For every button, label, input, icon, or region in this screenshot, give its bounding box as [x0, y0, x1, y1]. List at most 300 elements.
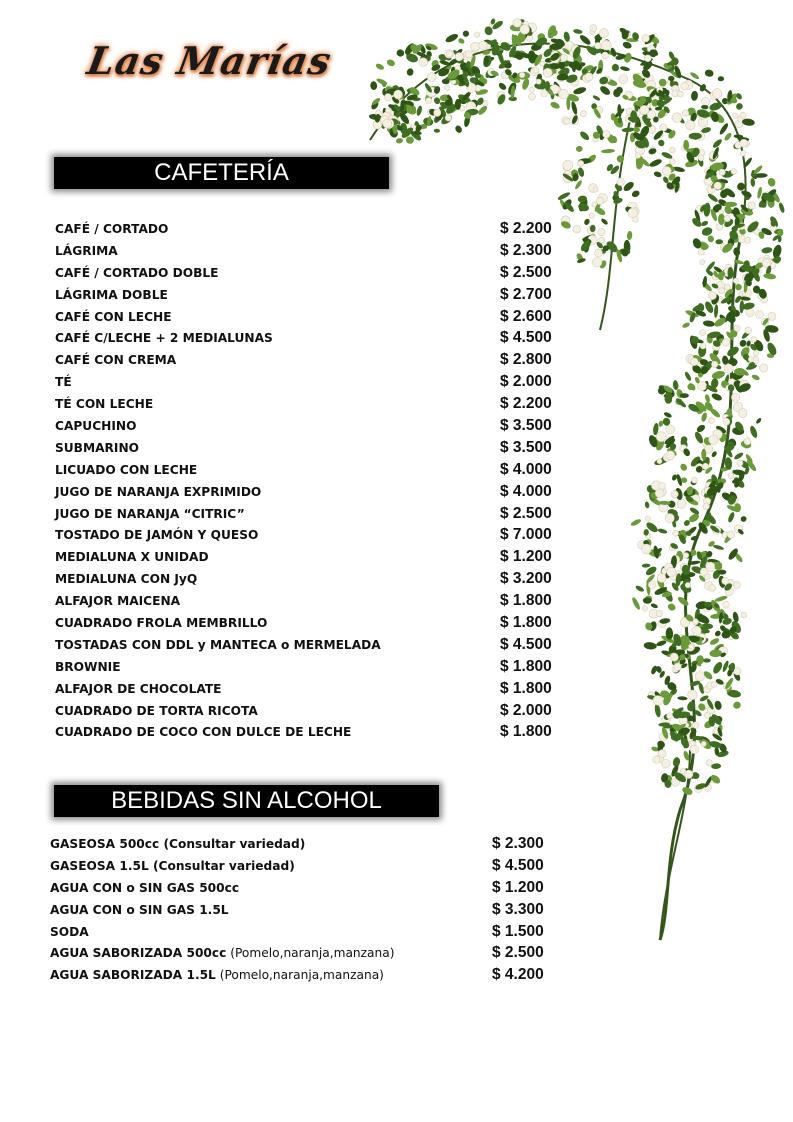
vine-rose [690, 745, 698, 753]
menu-item-label: AGUA SABORIZADA 500cc [50, 946, 227, 961]
vine-rose [682, 110, 688, 116]
vine-rose [657, 459, 662, 464]
vine-rose [692, 626, 701, 635]
vine-leaf [750, 178, 755, 187]
vine-leaf [721, 355, 728, 365]
menu-item-name [50, 946, 394, 960]
menu-item [55, 569, 560, 591]
vine-rose [741, 612, 747, 618]
menu-item-name [55, 244, 118, 258]
vine-leaf [657, 528, 668, 535]
vine-rose [529, 87, 534, 92]
vine-rose [589, 213, 594, 218]
vine-leaf [498, 82, 508, 92]
vine-rose [740, 139, 748, 147]
vine-leaf [778, 202, 786, 214]
vine-rose [708, 292, 716, 300]
vine-leaf [454, 124, 463, 134]
menu-item-name [55, 266, 218, 280]
vine-rose [658, 750, 666, 758]
vine-rose [691, 358, 699, 366]
menu-item-price: $ 2.000 [500, 373, 552, 391]
vine-leaf [704, 394, 711, 403]
menu-item-name [50, 925, 89, 939]
menu-item-name [55, 550, 209, 564]
menu-item-label: AGUA SABORIZADA 1.5L [50, 968, 216, 983]
vine-rose [724, 284, 730, 290]
menu-item-price: $ 2.700 [500, 285, 552, 303]
vine-leaf [579, 130, 591, 142]
menu-item [55, 613, 560, 635]
vine-rose [578, 160, 584, 166]
menu-item-name [55, 331, 273, 345]
menu-item-price: $ 2.300 [492, 835, 544, 852]
vine-rose [465, 51, 473, 59]
menu-item [55, 241, 560, 263]
vine-rose [656, 432, 666, 442]
vine-leaf [718, 122, 729, 136]
vine-leaf [682, 322, 691, 329]
vine-rose [628, 208, 638, 218]
menu-item-label: LÁGRIMA DOBLE [55, 287, 168, 302]
vine-rose [580, 111, 586, 117]
vine-leaf [648, 158, 662, 168]
vine-rose [744, 438, 751, 445]
vine-rose [723, 601, 730, 608]
vine-rose [645, 516, 650, 521]
menu-item [55, 504, 560, 526]
menu-item [55, 482, 560, 504]
vine-rose [731, 393, 739, 401]
menu-item-name [55, 441, 139, 455]
vine-rose [444, 85, 449, 90]
vine-leaf [573, 86, 587, 96]
vine-rose [688, 690, 698, 700]
vine-rose [709, 435, 718, 444]
menu-item-name [55, 660, 121, 674]
vine-rose [733, 113, 738, 118]
menu-item-name [50, 881, 239, 895]
vine-leaf [717, 76, 724, 82]
menu-item [55, 547, 560, 569]
vine-rose [670, 159, 676, 165]
vine-rose [426, 98, 432, 104]
vine-rose [617, 178, 625, 186]
vine-rose [519, 72, 524, 77]
vine-rose [753, 351, 758, 356]
vine-rose [673, 530, 679, 536]
menu-item-price: $ 1.800 [500, 679, 552, 697]
vine-rose [559, 89, 569, 99]
vine-rose [727, 531, 734, 538]
menu-item-label: JUGO DE NARANJA “CITRIC” [55, 506, 245, 521]
vine-leaf [600, 218, 609, 226]
menu-item [55, 263, 560, 285]
vine-leaf [434, 128, 440, 132]
vine-rose [599, 29, 608, 38]
menu-item-label: SUBMARINO [55, 440, 140, 455]
vine-rose [670, 653, 678, 661]
menu-item-label: TÉ [55, 375, 72, 390]
vine-rose [738, 409, 747, 418]
vine-rose [685, 582, 690, 587]
menu-item-label: CAFÉ CON CREMA [55, 353, 177, 368]
vine-leaf [761, 247, 773, 254]
vine-rose [677, 91, 683, 97]
menu-item-name [55, 485, 261, 499]
vine-rose [667, 567, 676, 576]
vine-leaf [386, 58, 396, 67]
vine-leaf [714, 630, 722, 638]
vine-leaf [622, 127, 635, 133]
vine-rose [702, 463, 708, 469]
menu-item-label: AGUA CON o SIN GAS 500cc [50, 880, 240, 895]
vine-leaf [370, 81, 378, 90]
menu-item [55, 701, 560, 723]
vine-rose [756, 311, 764, 319]
vine-rose [585, 73, 593, 81]
vine-leaf [707, 192, 719, 203]
menu-item-name [50, 859, 295, 873]
menu-item-name [55, 682, 221, 696]
vine-rose [724, 215, 730, 221]
menu-item [55, 525, 560, 547]
vine-leaf [631, 189, 641, 198]
vine-rose [641, 544, 651, 554]
menu-item-label: ALFAJOR MAICENA [55, 594, 181, 609]
menu-item-note: (Pomelo,naranja,manzana) [215, 968, 384, 983]
vine-rose [733, 581, 740, 588]
vine-rose [728, 473, 734, 479]
vine-leaf [711, 763, 721, 769]
menu-item-price: $ 4.200 [492, 966, 544, 984]
vine-rose [724, 364, 733, 373]
vine-rose [560, 54, 567, 61]
vine-leaf [755, 417, 762, 424]
vine-rose [714, 182, 722, 190]
menu-item [55, 394, 560, 416]
vine-leaf [732, 700, 742, 709]
vine-rose [706, 760, 712, 766]
menu-item-label: TÉ CON LECHE [55, 397, 154, 412]
vine-leaf [648, 147, 657, 155]
vine-rose [427, 73, 436, 82]
vine-rose [737, 460, 743, 466]
vine-rose [700, 568, 708, 576]
vine-leaf [734, 283, 742, 291]
vine-leaf [715, 239, 723, 244]
vine-rose [533, 67, 539, 73]
menu-item-price: $ 2.300 [500, 241, 552, 259]
menu-item-price: $ 1.500 [492, 922, 544, 940]
vine-leaf [663, 411, 672, 419]
vine-leaf [697, 702, 707, 712]
vine-leaf [714, 304, 719, 318]
section-title-cafeteria: CAFETERÍA [154, 159, 289, 186]
vine-rose [698, 155, 704, 161]
menu-item [50, 943, 550, 965]
vine-leaf [577, 202, 590, 213]
vine-leaf [545, 81, 550, 91]
menu-item-price: $ 1.200 [492, 878, 544, 896]
vine-rose [698, 249, 704, 255]
menu-item-price: $ 2.500 [492, 944, 544, 962]
vine-rose [689, 644, 694, 649]
vine-leaf [653, 171, 662, 179]
vine-rose [719, 169, 725, 175]
section-header-bebidas [54, 785, 439, 817]
vine-rose [672, 113, 682, 123]
vine-rose [700, 330, 706, 336]
menu-item [55, 591, 560, 613]
menu-item-price: $ 2.000 [500, 701, 552, 719]
menu-item-name [55, 397, 153, 411]
vine-rose [595, 42, 602, 49]
vine-rose [384, 94, 391, 101]
menu-item-price: $ 2.200 [500, 220, 552, 237]
vine-rose [748, 357, 754, 363]
menu-item [50, 856, 550, 878]
vine-rose [513, 19, 522, 28]
vine-rose [446, 51, 452, 57]
vine-leaf [658, 77, 668, 87]
menu-item-label: GASEOSA 500cc (Consultar variedad) [50, 837, 306, 851]
menu-item-label: CUADRADO FROLA MEMBRILLO [55, 616, 268, 631]
vine-leaf [570, 101, 578, 115]
vine-leaf [631, 596, 642, 610]
vine-leaf [633, 127, 640, 133]
vine-rose [685, 770, 693, 778]
menu-item-label: CAFÉ C/LECHE + 2 MEDIALUNAS [55, 331, 273, 346]
vine-rose [653, 756, 660, 763]
vine-rose [748, 202, 755, 209]
vine-rose [740, 112, 746, 118]
vine-leaf [578, 33, 592, 46]
menu-item [55, 460, 560, 482]
menu-item-label: TOSTADO DE JAMÓN Y QUESO [55, 528, 259, 543]
menu-item [55, 285, 560, 307]
vine-rose [751, 337, 757, 343]
vine-leaf [714, 700, 723, 711]
vine-rose [471, 42, 480, 51]
vine-rose [601, 40, 611, 50]
vine-leaf [667, 602, 677, 612]
vine-leaf [573, 29, 583, 35]
vine-rose [712, 89, 722, 99]
menu-item-name [55, 463, 197, 477]
vine-leaf [727, 511, 736, 523]
vine-rose [640, 105, 649, 114]
menu-item-price: $ 3.200 [500, 570, 552, 588]
menu-item [50, 878, 550, 900]
vine-leaf [549, 101, 560, 111]
menu-item-name [55, 419, 136, 433]
menu-item-label: CUADRADO DE COCO CON DULCE DE LECHE [55, 725, 352, 740]
vine-rose [719, 288, 725, 294]
vine-rose [709, 418, 715, 424]
vine-rose [760, 364, 768, 372]
menu-item [55, 438, 560, 460]
menu-item-price: $ 4.000 [500, 482, 552, 500]
menu-item-label: CAFÉ / CORTADO DOBLE [55, 265, 219, 280]
vine-rose [683, 553, 689, 559]
menu-item-name [55, 704, 258, 718]
vine-rose [573, 225, 581, 233]
vine-rose [667, 713, 673, 719]
menu-item-note: (Pomelo,naranja,manzana) [226, 946, 395, 961]
vine-leaf [677, 595, 690, 607]
vine-rose [434, 109, 441, 116]
vine-leaf [444, 32, 459, 44]
vine-leaf [767, 177, 777, 188]
vine-rose [635, 153, 641, 159]
menu-item-price: $ 1.800 [500, 614, 552, 632]
vine-leaf [650, 603, 658, 610]
menu-item-price: $ 4.500 [500, 635, 552, 653]
menu-item-price: $ 4.500 [492, 856, 544, 874]
vine-leaf [703, 658, 711, 662]
vine-rose [419, 58, 428, 67]
vine-rose [455, 53, 463, 61]
vine-leaf [711, 392, 723, 402]
menu-item-name [55, 375, 72, 389]
vine-leaf [395, 48, 405, 58]
vine-rose [656, 610, 662, 616]
vine-leaf [696, 108, 711, 119]
vine-rose [722, 339, 730, 347]
vine-leaf [654, 703, 662, 717]
vine-leaf [691, 90, 699, 101]
section-title-bebidas: BEBIDAS SIN ALCOHOL [111, 787, 382, 814]
menu-item-label: CAFÉ / CORTADO [55, 222, 169, 236]
menu-item [55, 328, 560, 350]
vine-rose [563, 160, 573, 170]
vine-rose [666, 425, 675, 434]
menu-item-price: $ 2.500 [500, 263, 552, 281]
vine-rose [619, 75, 628, 84]
vine-leaf [749, 425, 759, 439]
menu-item [50, 900, 550, 922]
vine-rose [603, 131, 610, 138]
vine-leaf [751, 374, 761, 382]
vine-rose [745, 327, 752, 334]
menu-item-label: LICUADO CON LECHE [55, 462, 198, 477]
vine-leaf [653, 545, 660, 559]
vine-rose [695, 672, 705, 682]
vine-rose [660, 124, 667, 131]
menu-item-label: SODA [50, 924, 89, 939]
menu-item-name [55, 353, 176, 367]
vine-rose [520, 25, 530, 35]
menu-item-price: $ 3.300 [492, 900, 544, 918]
vine-rose [653, 696, 663, 706]
menu-item-name [50, 903, 229, 917]
menu-item-label: MEDIALUNA CON JyQ [55, 572, 198, 587]
vine-leaf [643, 642, 657, 651]
vine-rose [659, 483, 666, 490]
vine-leaf [599, 84, 612, 96]
vine-leaf [462, 30, 470, 38]
vine-leaf [701, 226, 714, 237]
vine-leaf [732, 611, 740, 623]
vine-rose [474, 32, 479, 37]
vine-rose [590, 25, 597, 32]
vine-rose [712, 361, 718, 367]
menu-item-label: MEDIALUNA X UNIDAD [55, 550, 209, 565]
vine-rose [666, 451, 675, 460]
vine-rose [602, 52, 609, 59]
menu-item-price: $ 2.200 [500, 395, 552, 413]
menu-item-price: $ 3.500 [500, 417, 552, 435]
vine-rose [662, 167, 671, 176]
vine-rose [394, 90, 403, 99]
vine-rose [596, 197, 603, 204]
menu-item-price: $ 2.600 [500, 307, 552, 325]
vine-leaf [601, 149, 615, 154]
vine-leaf [703, 320, 716, 327]
menu-item-label: AGUA CON o SIN GAS 1.5L [50, 902, 229, 917]
vine-rose [703, 503, 709, 509]
menu-item [55, 657, 560, 679]
menu-item [55, 635, 560, 657]
menu-item-name [55, 222, 168, 236]
vine-leaf [592, 94, 601, 101]
vine-rose [598, 228, 605, 235]
vine-rose [734, 668, 741, 675]
brand-logo: Las Marías [84, 38, 336, 83]
vine-leaf [705, 260, 716, 272]
bebidas-menu-list [50, 834, 550, 987]
menu-item-name [55, 725, 351, 739]
menu-item-price: $ 4.500 [500, 329, 552, 347]
cafeteria-menu-list [55, 219, 560, 744]
vine-rose [642, 606, 647, 611]
vine-rose [383, 119, 392, 128]
vine-rose [733, 278, 738, 283]
menu-item-name [55, 616, 267, 630]
vine-rose [734, 325, 740, 331]
vine-leaf [684, 371, 693, 382]
vine-leaf [733, 451, 744, 460]
section-header-cafeteria [54, 157, 389, 189]
menu-item-label: LÁGRIMA [55, 243, 118, 258]
menu-item-label: BROWNIE [55, 659, 121, 674]
vine-leaf [644, 501, 650, 509]
menu-item [55, 416, 560, 438]
vine-rose [744, 237, 750, 243]
vine-leaf [642, 563, 651, 568]
vine-leaf [723, 132, 733, 142]
vine-leaf [763, 273, 776, 280]
vine-rose [704, 712, 710, 718]
vine-rose [674, 663, 681, 670]
vine-rose [662, 759, 671, 768]
menu-item-name [55, 638, 381, 652]
vine-rose [768, 312, 776, 320]
vine-leaf [583, 218, 590, 226]
vine-rose [657, 574, 666, 583]
menu-item [55, 679, 560, 701]
vine-rose [731, 169, 737, 175]
vine-rose [595, 249, 603, 257]
vine-leaf [735, 102, 744, 111]
vine-leaf [375, 62, 385, 71]
menu-item-label: TOSTADAS CON DDL y MANTECA o MERMELADA [55, 637, 381, 652]
menu-item-price: $ 2.500 [500, 504, 552, 522]
vine-rose [543, 68, 552, 77]
vine-rose [681, 82, 689, 90]
vine-rose [529, 93, 536, 100]
